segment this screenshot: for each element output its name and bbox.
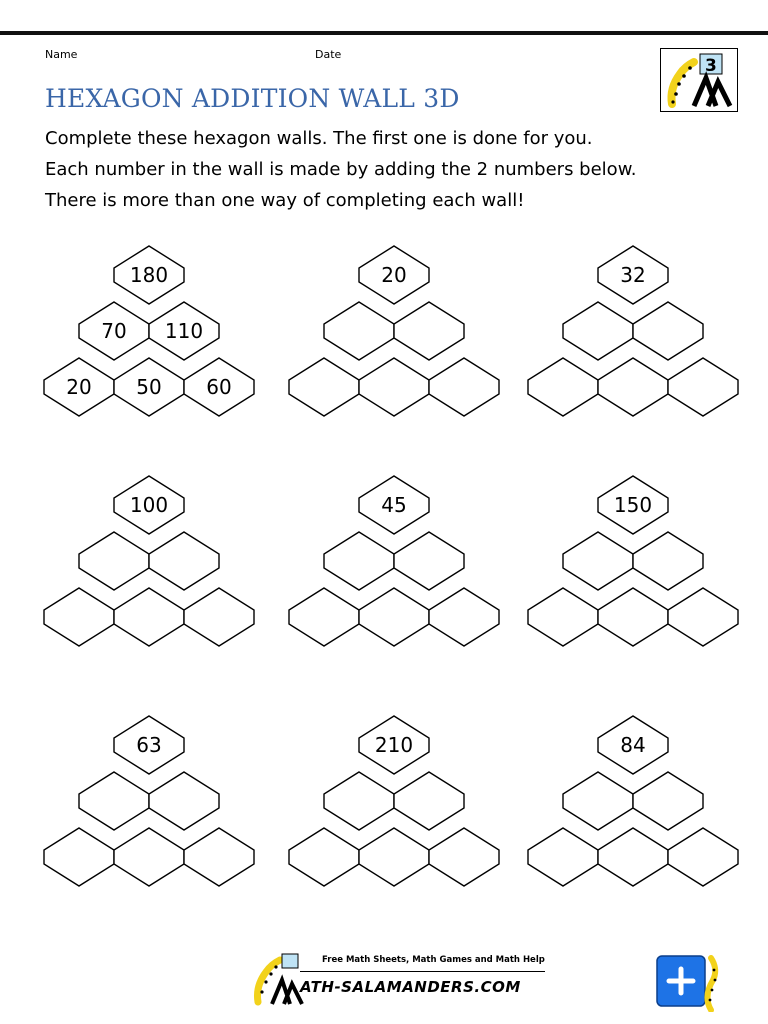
hexagon-value: 50 [136, 375, 162, 399]
hexagon-cell[interactable] [149, 532, 219, 590]
hexagon-cell[interactable] [668, 358, 738, 416]
hexagon-cell[interactable] [633, 302, 703, 360]
hexagon-cell[interactable] [79, 532, 149, 590]
footer-site-link[interactable]: ATH-SALAMANDERS.COM [300, 978, 521, 996]
hexagon-value: 70 [101, 319, 127, 343]
hexagon-cell[interactable] [429, 828, 499, 886]
hexagon-wall [289, 476, 499, 646]
hexagon-cell[interactable] [114, 588, 184, 646]
date-label: Date [315, 48, 342, 61]
hexagon-cell[interactable] [668, 828, 738, 886]
hexagon-value: 210 [374, 733, 414, 757]
hexagon-cell[interactable] [289, 358, 359, 416]
hexagon-cell[interactable] [44, 588, 114, 646]
hexagon-cell[interactable] [394, 302, 464, 360]
hexagon-cell[interactable] [598, 828, 668, 886]
hexagon-wall [528, 716, 738, 886]
hexagon-cell[interactable] [429, 358, 499, 416]
hexagon-cell[interactable] [668, 588, 738, 646]
hexagon-cell[interactable] [44, 828, 114, 886]
hexagon-cell[interactable] [528, 588, 598, 646]
hexagon-cell[interactable] [359, 828, 429, 886]
hexagon-cell[interactable] [324, 532, 394, 590]
hexagon-wall [44, 246, 254, 416]
hexagon-cell[interactable] [359, 588, 429, 646]
hexagon-cell[interactable] [528, 828, 598, 886]
hexagon-value: 180 [129, 263, 169, 287]
hexagon-cell[interactable] [184, 828, 254, 886]
hexagon-wall [528, 476, 738, 646]
hexagon-cell[interactable] [149, 772, 219, 830]
hexagon-wall [44, 476, 254, 646]
hexagon-cell[interactable] [598, 588, 668, 646]
hexagon-value: 110 [164, 319, 204, 343]
instruction-line: There is more than one way of completing each wall! [45, 190, 525, 211]
hexagon-value: 100 [129, 493, 169, 517]
instruction-line: Each number in the wall is made by adding the 2 numbers below. [45, 159, 637, 180]
hexagon-value: 20 [66, 375, 92, 399]
hexagon-value: 84 [620, 733, 646, 757]
hexagon-cell[interactable] [79, 772, 149, 830]
hexagon-cell[interactable] [563, 302, 633, 360]
hexagon-cell[interactable] [598, 358, 668, 416]
instruction-line: Complete these hexagon walls. The first one is done for you. [45, 128, 593, 149]
hexagon-cell[interactable] [394, 532, 464, 590]
hexagon-cell[interactable] [563, 772, 633, 830]
hexagon-cell[interactable] [633, 532, 703, 590]
hexagon-wall [289, 246, 499, 416]
hexagon-cell[interactable] [429, 588, 499, 646]
plus-badge-icon[interactable] [655, 952, 725, 1012]
hexagon-cell[interactable] [114, 828, 184, 886]
footer-tagline: Free Math Sheets, Math Games and Math Help [322, 955, 545, 965]
hexagon-cell[interactable] [289, 588, 359, 646]
hexagon-wall [289, 716, 499, 886]
hexagon-value: 60 [206, 375, 232, 399]
worksheet-title: HEXAGON ADDITION WALL 3D [45, 84, 460, 113]
hexagon-wall [528, 246, 738, 416]
hexagon-value: 32 [620, 263, 646, 287]
hexagon-cell[interactable] [289, 828, 359, 886]
hexagon-cell[interactable] [359, 358, 429, 416]
hexagon-cell[interactable] [633, 772, 703, 830]
hexagon-cell[interactable] [563, 532, 633, 590]
hexagon-cell[interactable] [324, 302, 394, 360]
name-label: Name [45, 48, 78, 61]
hexagon-value: 150 [613, 493, 653, 517]
footer-divider [300, 971, 545, 972]
hexagon-cell[interactable] [324, 772, 394, 830]
hexagon-wall [44, 716, 254, 886]
hexagon-cell[interactable] [184, 588, 254, 646]
hexagon-value: 20 [381, 263, 407, 287]
hexagon-cell[interactable] [528, 358, 598, 416]
hexagon-value: 63 [136, 733, 162, 757]
hexagon-value: 45 [381, 493, 407, 517]
hexagon-cell[interactable] [394, 772, 464, 830]
grade-badge: 3 [705, 56, 717, 76]
